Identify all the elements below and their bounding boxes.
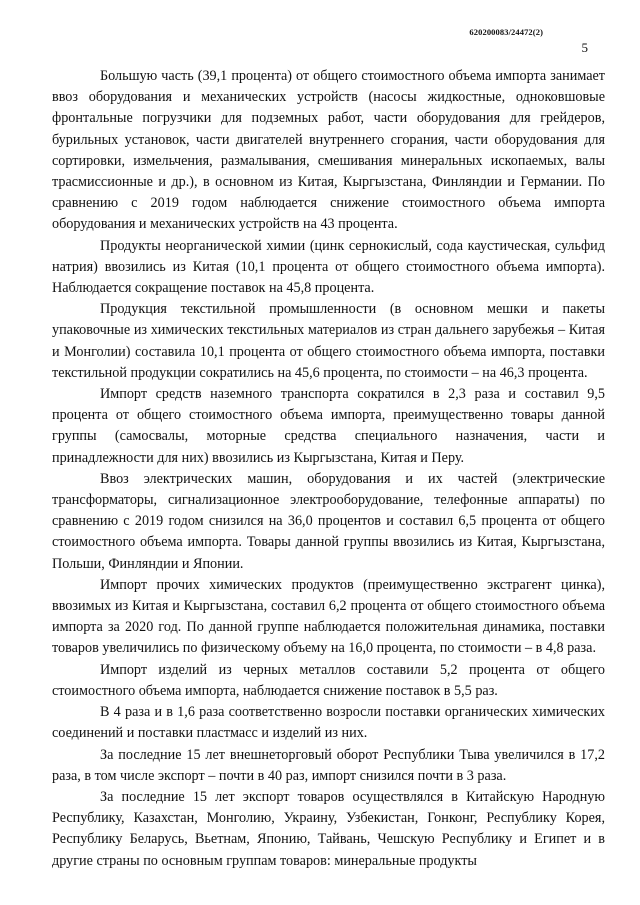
paragraph-organic-plastics: В 4 раза и в 1,6 раза соответственно возросли поставки органических химических соединений и поставки пластмасс и изделий из них.: [52, 704, 605, 742]
paragraph-equipment-import: Большую часть (39,1 процента) от общего стоимостного объема импорта занимает ввоз оборудования и механических устройств (насосы жидкостные, одноковшовые фронтальные погрузчики для подземных работ, части оборудования для грейдеров, бурильных установок, части двигателей внутреннего сгорания, части оборудования для сортировки, измельчения, размалывания, смешивания минеральных ископаемых, валы трасмиссионные и др.), в основном из Китая, Кыргызстана, Финляндии и Германии. По сравнению с 2019 годом наблюдается снижение стоимостного объема импорта оборудования и механических устройств на 43 процента.: [52, 68, 605, 233]
paragraph-textile-products: Продукция текстильной промышленности (в основном мешки и пакеты упаковочные из химических текстильных материалов из стран дальнего зарубежья – Китая и Монголии) составила 10,1 процента от общего стоимостного объема импорта, поставки текстильной продукции сократились на 45,6 процента, по стоимости – на 46,3 процента.: [52, 301, 605, 381]
paragraph-export-countries: За последние 15 лет экспорт товаров осуществлялся в Китайскую Народную Республику, Казахстан, Монголию, Украину, Узбекистан, Гонконг, Республику Корея, Республику Беларусь, Вьетнам, Японию, Тайвань, Чешскую Республику и Египет и в другие страны по основным группам товаров: минеральные продукты: [52, 788, 605, 869]
paragraph-land-transport: Импорт средств наземного транспорта сократился в 2,3 раза и составил 9,5 процента от общего стоимостного объема импорта, преимущественно товары данной группы (самосвалы, моторные средства специального назначения, части и принадлежности для них) ввозились из Кыргызстана, Китая и Перу.: [52, 386, 605, 466]
paragraph-other-chemicals: Импорт прочих химических продуктов (преимущественно экстрагент цинка), ввозимых из Китая и Кыргызстана, составил 6,2 процента от общего стоимостного объема импорта за 2020 год. По данной группе наблюдается положительная динамика, поставки товаров увеличились по физическому объему на 16,0 процента, по стоимости – в 4,8 раза.: [52, 576, 605, 657]
document-code: 620200083/24472(2): [469, 27, 543, 37]
paragraph-trade-turnover: За последние 15 лет внешнеторговый оборот Республики Тыва увеличился в 17,2 раза, в том числе экспорт – почти в 40 раз, импорт снизился почти в 3 раза.: [52, 746, 605, 784]
document-body: [52, 66, 605, 872]
paragraph-electrical-machines: Ввоз электрических машин, оборудования и их частей (электрические трансформаторы, сигнализационное электрооборудование, телефонные аппараты) по сравнению с 2019 годом снизился на 36,0 процентов и составил 6,5 процента от общего стоимостного объема импорта. Товары данной группы ввозились из Китая, Кыргызстана, Польши, Финляндии и Японии.: [52, 470, 605, 572]
page-number: 5: [581, 40, 588, 55]
paragraph-ferrous-metals: Импорт изделий из черных металлов составили 5,2 процента от общего стоимостного объема импорта, наблюдается снижение поставок в 5,5 раз.: [52, 661, 605, 699]
paragraph-inorganic-chemistry: Продукты неорганической химии (цинк сернокислый, сода каустическая, сульфид натрия) ввозились из Китая (10,1 процента от общего стоимостного объема импорта). Наблюдается сокращение поставок на 45,8 процента.: [52, 237, 605, 297]
